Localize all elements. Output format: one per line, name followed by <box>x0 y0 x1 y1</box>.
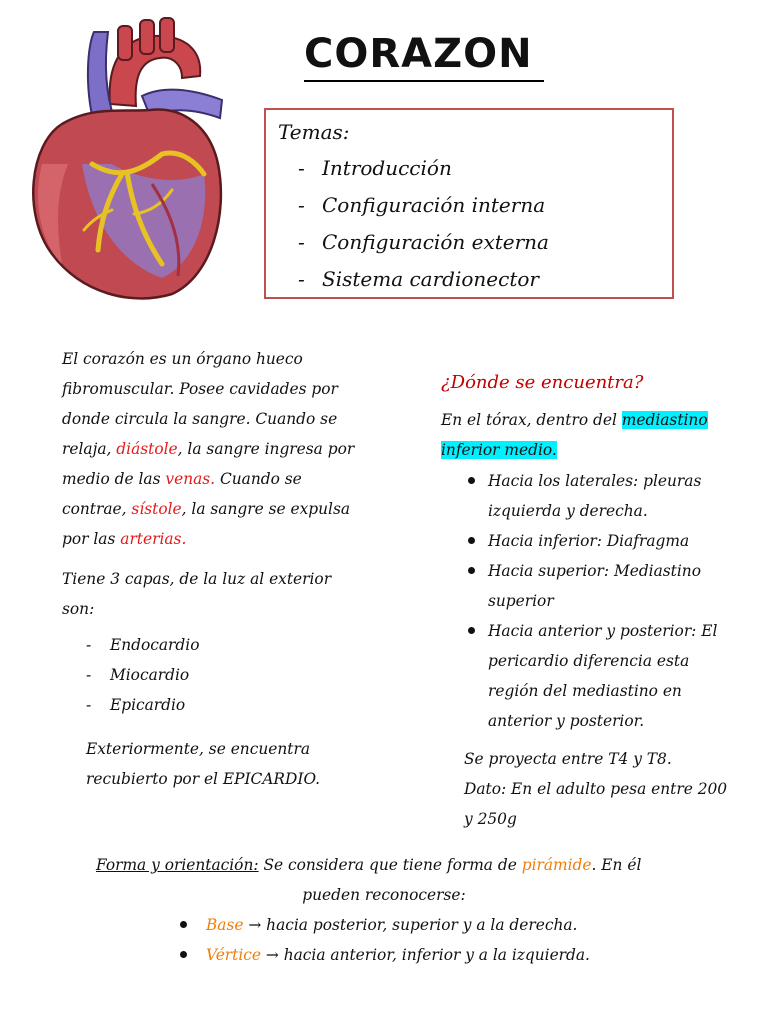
layer-item: - Miocardio <box>86 666 190 684</box>
form-bullet-base: Base → hacia posterior, superior y a la derecha. <box>206 910 577 940</box>
layer-item: - Epicardio <box>86 696 186 714</box>
topic-item: - Configuración externa <box>298 230 549 254</box>
location-bullet: Hacia superior: Mediastino superior <box>488 556 728 616</box>
weight-fact: Dato: En el adulto pesa entre 200 y 250g <box>464 780 728 828</box>
sistole-term: sístole <box>131 500 182 518</box>
location-bullet: Hacia anterior y posterior: El pericardio diferencia esta región del mediastino en anterior y posterior. <box>488 616 728 736</box>
topic-item: - Sistema cardionector <box>298 267 539 291</box>
topic-item: - Introducción <box>298 156 452 180</box>
pyramid-term: pirámide <box>521 856 592 874</box>
form-label: Forma y orientación: <box>96 856 259 874</box>
arterias-term: arterias. <box>120 530 187 548</box>
exterior-note: Exteriormente, se encuentra recubierto por el EPICARDIO. <box>86 740 321 788</box>
layer-item: - Endocardio <box>86 636 200 654</box>
form-orientation-line: Forma y orientación: Se considera que tiene forma de pirámide. En él <box>96 856 642 874</box>
projection-note <box>464 744 734 834</box>
form-orientation-line2: pueden reconocerse: <box>302 886 466 904</box>
location-bullet: Hacia los laterales: pleuras izquierda y derecha. <box>488 466 728 526</box>
location-heading: ¿Dónde se encuentra? <box>441 372 644 393</box>
heart-illustration <box>22 14 232 304</box>
topics-label: Temas: <box>278 120 350 144</box>
venas-term: venas. <box>165 470 216 488</box>
topic-item: - Configuración interna <box>298 193 546 217</box>
mediastino-highlight: mediastino inferior medio. <box>441 411 708 459</box>
vertice-term: Vértice <box>206 946 262 964</box>
location-bullet: Hacia inferior: Diafragma <box>488 526 728 556</box>
intro-paragraph: El corazón es un órgano hueco fibromuscular. Posee cavidades por donde circula la sangre. Cuando se relaja, diástole, la sangre ingresa por medio de las venas. Cuando se contrae, sístole, la sangre se expulsa por las arterias. <box>62 350 355 548</box>
topics-box <box>264 108 674 299</box>
diastole-term: diástole <box>116 440 178 458</box>
form-bullet-vertice: Vértice → hacia anterior, inferior y a la izquierda. <box>206 940 590 970</box>
projection-text: Se proyecta entre T4 y T8. <box>464 750 672 768</box>
location-text: En el tórax, dentro del mediastino inferior medio. <box>441 411 708 459</box>
page-title: CORAZON <box>304 30 544 82</box>
layers-intro: Tiene 3 capas, de la luz al exterior son: <box>62 570 332 618</box>
base-term: Base <box>206 916 244 934</box>
